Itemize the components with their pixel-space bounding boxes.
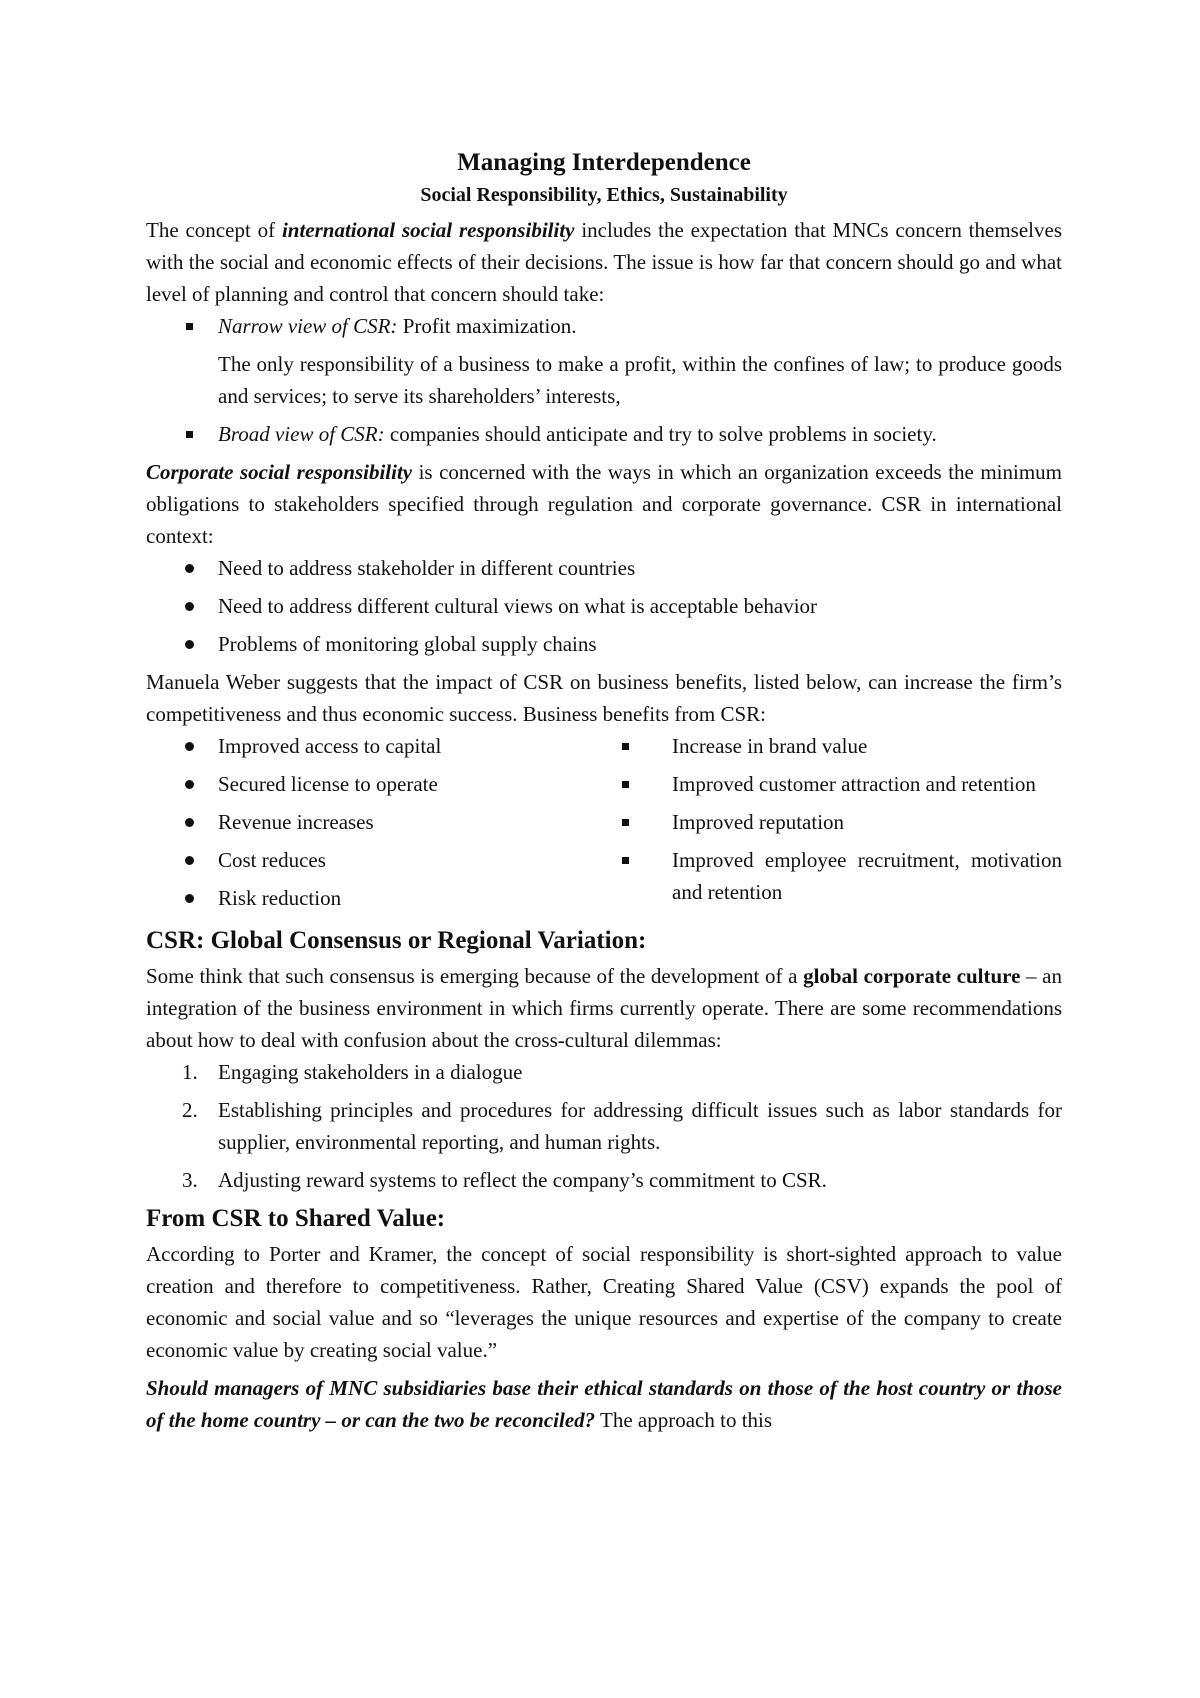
list-item	[146, 768, 604, 800]
list-item-text: Secured license to operate	[218, 772, 438, 796]
list-number: 3.	[182, 1168, 198, 1192]
list-item-text: Problems of monitoring global supply chains	[218, 632, 597, 656]
list-item-text: Improved employee recruitment, motivation and retention	[672, 848, 1062, 904]
list-item	[146, 418, 1062, 450]
benefits-right-column	[604, 730, 1062, 920]
list-item	[146, 590, 1062, 622]
list-item	[146, 882, 604, 914]
list-item	[146, 628, 1062, 660]
consensus-text-start: Some think that such consensus is emerging because of the development of a	[146, 964, 804, 988]
benefits-left-column	[146, 730, 604, 920]
list-item	[146, 1094, 1062, 1158]
list-item-text: Need to address stakeholder in different countries	[218, 556, 636, 580]
list-number: 2.	[182, 1098, 198, 1122]
intro-term: international social responsibility	[281, 218, 575, 242]
consensus-bold-term: global corporate culture	[803, 964, 1021, 988]
csr-views-list-2	[146, 418, 1062, 450]
weber-paragraph: Manuela Weber suggests that the impact of CSR on business benefits, listed below, can increase the firm’s competitiveness and thus economic success. Business benefits from CSR:	[146, 670, 1062, 726]
document-subtitle: Social Responsibility, Ethics, Sustainability	[420, 184, 788, 206]
narrow-view-label: Narrow view of CSR:	[218, 314, 398, 338]
list-item	[604, 844, 1062, 908]
ethics-question-paragraph	[146, 1372, 1062, 1436]
ethics-question: Should managers of MNC subsidiaries base their ethical standards on those of the host country or those of the home country – or can the two be reconciled?	[146, 1376, 1062, 1432]
list-item	[604, 730, 1062, 762]
consensus-text-end: – an integration of the business environment in which firms currently operate. There are some recommendations about how to deal with confusion about the cross-cultural dilemmas:	[146, 964, 1062, 1052]
document-title: Managing Interdependence	[457, 149, 751, 176]
narrow-view-detail: The only responsibility of a business to make a profit, within the confines of law; to produce goods and services; to serve its shareholders’ interests,	[218, 352, 1062, 408]
list-item	[604, 768, 1062, 800]
benefits-two-column	[146, 730, 1062, 920]
broad-view-label: Broad view of CSR:	[218, 422, 385, 446]
list-item-text: Revenue increases	[218, 810, 374, 834]
intro-paragraph	[146, 214, 1062, 310]
narrow-view-text: Profit maximization.	[397, 314, 577, 338]
list-item-text: Establishing principles and procedures for addressing difficult issues such as labor standards for supplier, environmental reporting, and human rights.	[218, 1098, 1062, 1154]
list-item-text: Engaging stakeholders in a dialogue	[218, 1060, 523, 1084]
shared-value-paragraph: According to Porter and Kramer, the concept of social responsibility is short-sighted approach to value creation and therefore to competitiveness. Rather, Creating Shared Value (CSV) expands the pool of economic and social value and so “leverages the unique resources and expertise of the company to create economic value by creating social value.”	[146, 1242, 1062, 1362]
csr-paragraph	[146, 456, 1062, 552]
list-item-text: Need to address different cultural views on what is acceptable behavior	[218, 594, 818, 618]
section-heading-global-consensus: CSR: Global Consensus or Regional Variation:	[146, 927, 647, 954]
section-heading-shared-value: From CSR to Shared Value:	[146, 1205, 446, 1232]
list-item	[604, 806, 1062, 838]
ethics-question-tail: The approach to this	[595, 1408, 773, 1432]
csr-text: is concerned with the ways in which an organization exceeds the minimum obligations to stakeholders specified through regulation and corporate governance. CSR in international context:	[146, 460, 1062, 548]
list-item-text: Improved reputation	[672, 810, 845, 834]
list-number: 1.	[182, 1060, 198, 1084]
recommendations-list	[146, 1056, 1062, 1196]
document-content	[146, 146, 1062, 1442]
intro-text-start: The concept of	[146, 218, 282, 242]
benefits-right-list	[604, 730, 1062, 908]
list-item	[146, 310, 1062, 342]
csr-views-list	[146, 310, 1062, 342]
list-item-text: Cost reduces	[218, 848, 326, 872]
csr-term: Corporate social responsibility	[146, 460, 413, 484]
list-item-text: Increase in brand value	[672, 734, 868, 758]
list-item-text: Improved access to capital	[218, 734, 442, 758]
list-item	[146, 730, 604, 762]
list-item	[146, 552, 1062, 584]
broad-view-text: companies should anticipate and try to solve problems in society.	[384, 422, 937, 446]
list-item-text: Adjusting reward systems to reflect the company’s commitment to CSR.	[218, 1168, 827, 1192]
list-item-text: Risk reduction	[218, 886, 342, 910]
list-item-text: Improved customer attraction and retention	[672, 772, 1036, 796]
benefits-left-list	[146, 730, 604, 914]
intro-text-end: includes the expectation that MNCs concern themselves with the social and economic effects of their decisions. The issue is how far that concern should go and what level of planning and control that concern should take:	[146, 218, 1062, 306]
list-item	[146, 1056, 1062, 1088]
csr-international-list	[146, 552, 1062, 660]
list-item	[146, 806, 604, 838]
list-item	[146, 844, 604, 876]
list-item	[146, 1164, 1062, 1196]
consensus-paragraph	[146, 960, 1062, 1056]
